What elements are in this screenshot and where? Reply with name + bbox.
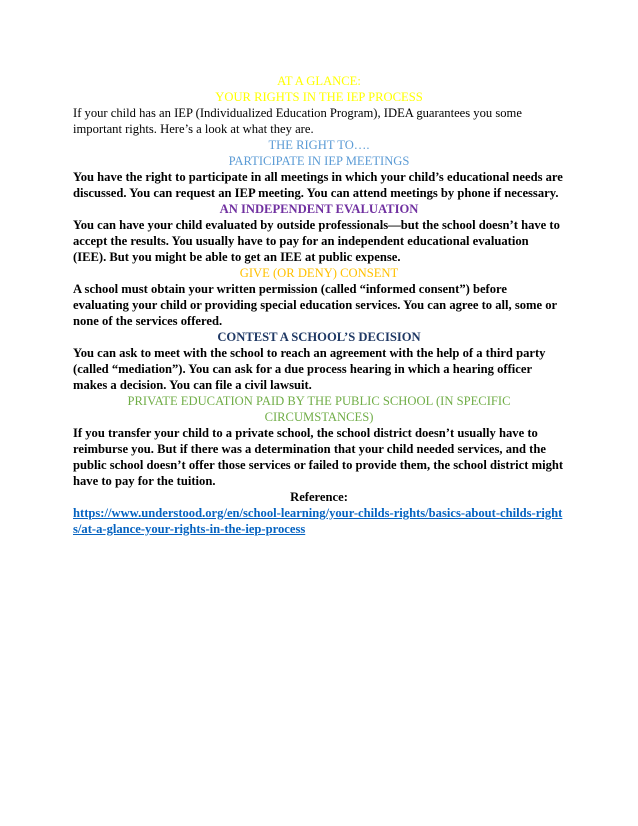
section-body-consent: A school must obtain your written permission (called “informed consent”) before evaluating your child or providing special education services. You can agree to all, some or none of the services offered. — [73, 282, 557, 328]
document-page — [73, 73, 565, 537]
section-body-private: If you transfer your child to a private school, the school district doesn’t usually have to reimburse you. But if there was a determination that your child needed services, and the public school doesn’t offer those services or failed to provide them, the school district might have to pay for the tuition. — [73, 426, 564, 488]
reference-link[interactable]: https://www.understood.org/en/school-learning/your-childs-rights/basics-about-childs-rights/at-a-glance-your-rights-in-the-iep-process — [73, 506, 563, 536]
section-heading-private-line1: PRIVATE EDUCATION PAID BY THE PUBLIC SCHOOL (IN SPECIFIC — [127, 394, 511, 408]
intro-paragraph: If your child has an IEP (Individualized Education Program), IDEA guarantees you some important rights. Here’s a look at what they are. — [73, 106, 522, 136]
section-body-participate: You have the right to participate in all meetings in which your child’s educational needs are discussed. You can request an IEP meeting. You can attend meetings by phone if necessary. — [73, 170, 563, 200]
reference-label: Reference: — [290, 490, 348, 504]
document-title-line1: AT A GLANCE: — [277, 74, 361, 88]
document-title-line2: YOUR RIGHTS IN THE IEP PROCESS — [215, 90, 423, 104]
right-to-heading: THE RIGHT TO…. — [268, 138, 370, 152]
section-heading-private-line2: CIRCUMSTANCES) — [264, 410, 374, 424]
section-body-evaluation: You can have your child evaluated by outside professionals—but the school doesn’t have to accept the results. You usually have to pay for an independent educational evaluation (IEE). But you might be able to get an IEE at public expense. — [73, 218, 560, 264]
section-heading-participate: PARTICIPATE IN IEP MEETINGS — [228, 154, 410, 168]
section-body-contest: You can ask to meet with the school to reach an agreement with the help of a third party (called “mediation”). You can ask for a due process hearing in which a hearing officer makes a decision. You can file a civil lawsuit. — [73, 346, 546, 392]
section-heading-contest: CONTEST A SCHOOL’S DECISION — [217, 330, 421, 344]
section-heading-evaluation: AN INDEPENDENT EVALUATION — [219, 202, 419, 216]
section-heading-consent: GIVE (OR DENY) CONSENT — [239, 266, 399, 280]
